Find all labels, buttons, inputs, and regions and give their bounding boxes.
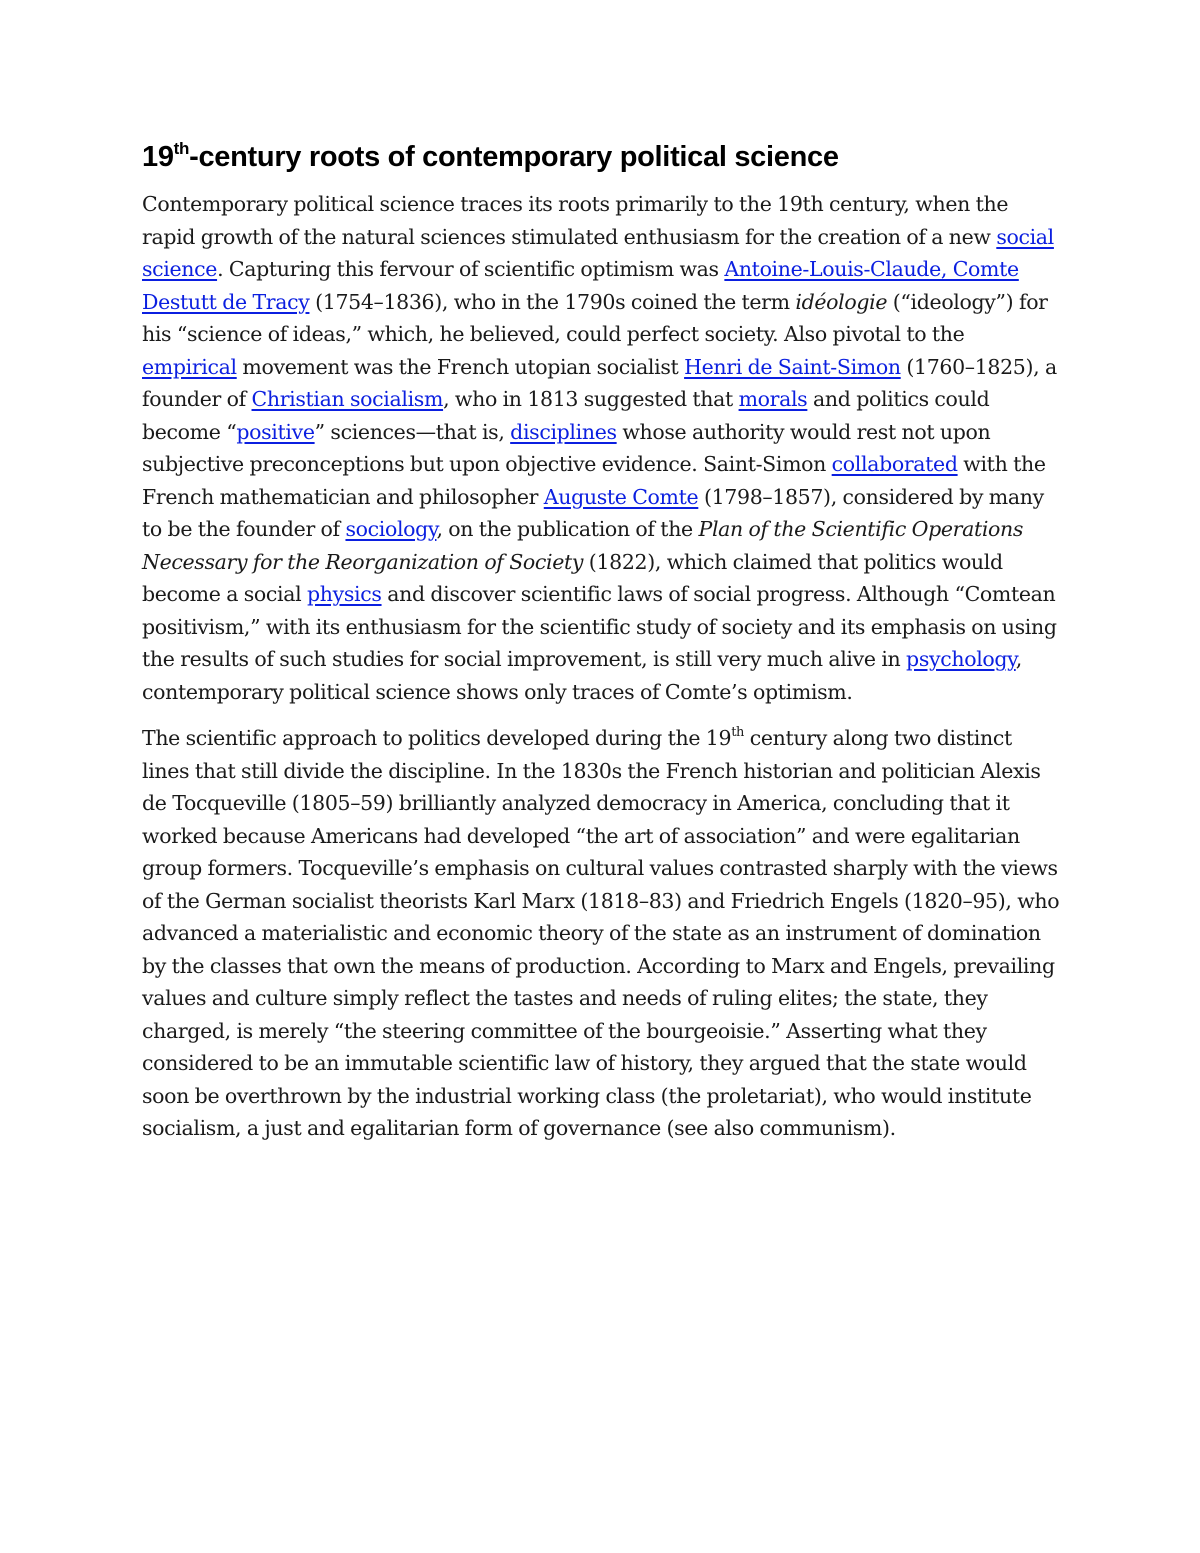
link-saint-simon[interactable]: Henri de Saint-Simon (684, 354, 901, 379)
paragraph-text: (1754–1836), who in the 1790s coined the term (309, 289, 796, 314)
paragraph-text: , on the publication of the (436, 517, 699, 541)
book-title: Plan of the Scientific Operations Necessary for the Reorganization of Society (142, 517, 1024, 574)
paragraph-text: movement was the French utopian socialist (236, 354, 685, 379)
paragraph-text: (“ideology”) for his “science of ideas,” which, he believed, could perfect society. Also pivotal to the (142, 289, 1048, 346)
paragraph-text: , contemporary political science shows only traces of Comte’s optimism. (142, 647, 1022, 704)
link-disciplines[interactable]: disciplines (510, 419, 617, 444)
link-physics[interactable]: physics (307, 582, 382, 606)
paragraph-text: ” sciences—that is, (314, 419, 511, 444)
paragraph-text: whose authority would rest not upon subjective preconceptions but upon objective evidence. Saint-Simon (142, 419, 991, 476)
paragraph-two-lines (142, 722, 1062, 1145)
link-sociology[interactable]: sociology (345, 517, 437, 541)
term-ideologie: idéologie (795, 289, 888, 314)
title-number: 19 (142, 141, 174, 173)
paragraph-text: (1760–1825), a founder of (142, 354, 1057, 411)
link-auguste-comte[interactable]: Auguste Comte (543, 484, 699, 509)
link-empirical[interactable]: empirical (142, 354, 237, 379)
paragraph-intro (142, 188, 1062, 708)
link-social-science[interactable]: social science (142, 224, 1054, 281)
paragraph-text: with the French mathematician and philosopher (142, 452, 1046, 509)
paragraph-text: , who in 1813 suggested that (443, 387, 739, 411)
link-morals[interactable]: morals (738, 387, 808, 411)
document-body (142, 138, 1062, 1159)
link-destutt-de-tracy[interactable]: Antoine-Louis-Claude, Comte Destutt de Tracy (142, 257, 1019, 314)
title-text: -century roots of contemporary political science (189, 141, 839, 173)
link-christian-socialism[interactable]: Christian socialism (251, 387, 444, 411)
paragraph-text: century along two distinct lines that still divide the discipline. In the 1830s the French historian and politician Alexis de Tocqueville (1805–59) brilliantly analyzed democracy in America, concluding that it worked because Americans had developed “the art of association” and were egalitarian group formers. Tocqueville’s emphasis on cultural values contrasted sharply with the views of the German socialist theorists Karl Marx (1818–83) and Friedrich Engels (1820–95), who advanced a materialistic and economic theory of the state as an instrument of domination by the classes that own the means of production. According to Marx and Engels, prevailing values and culture simply reflect the tastes and needs of ruling elites; the state, they charged, is merely “the steering committee of the bourgeoisie.” Asserting what they considered to be an immutable scientific law of history, they argued that the state would soon be overthrown by the industrial working class (the proletariat), who would institute socialism, a just and egalitarian form of governance (see also communism). (142, 726, 1060, 1140)
link-positive[interactable]: positive (236, 419, 315, 444)
link-collaborated[interactable]: collaborated (831, 452, 958, 476)
paragraph-text: (1798–1857), considered by many to be the founder of (142, 484, 1044, 541)
paragraph-text: The scientific approach to politics developed during the 19 (142, 726, 732, 750)
paragraph-text: and politics could become “ (142, 387, 990, 444)
link-psychology[interactable]: psychology (906, 647, 1016, 671)
paragraph-text: Contemporary political science traces its roots primarily to the 19th century, when the rapid growth of the natural sciences stimulated enthusiasm for the creation of a new (142, 192, 1009, 249)
paragraph-text: and discover scientific laws of social progress. Although “Comtean positivism,” with its enthusiasm for the scientific study of society and its emphasis on using the results of such studies for social improvement, is still very much alive in (142, 582, 1057, 671)
century-superscript: th (731, 725, 745, 740)
paragraph-text: . Capturing this fervour of scientific optimism was (217, 257, 725, 281)
paragraph-text: (1822), which claimed that politics would become a social (142, 549, 1003, 606)
title-superscript: th (173, 139, 190, 158)
document-title (142, 138, 1062, 176)
